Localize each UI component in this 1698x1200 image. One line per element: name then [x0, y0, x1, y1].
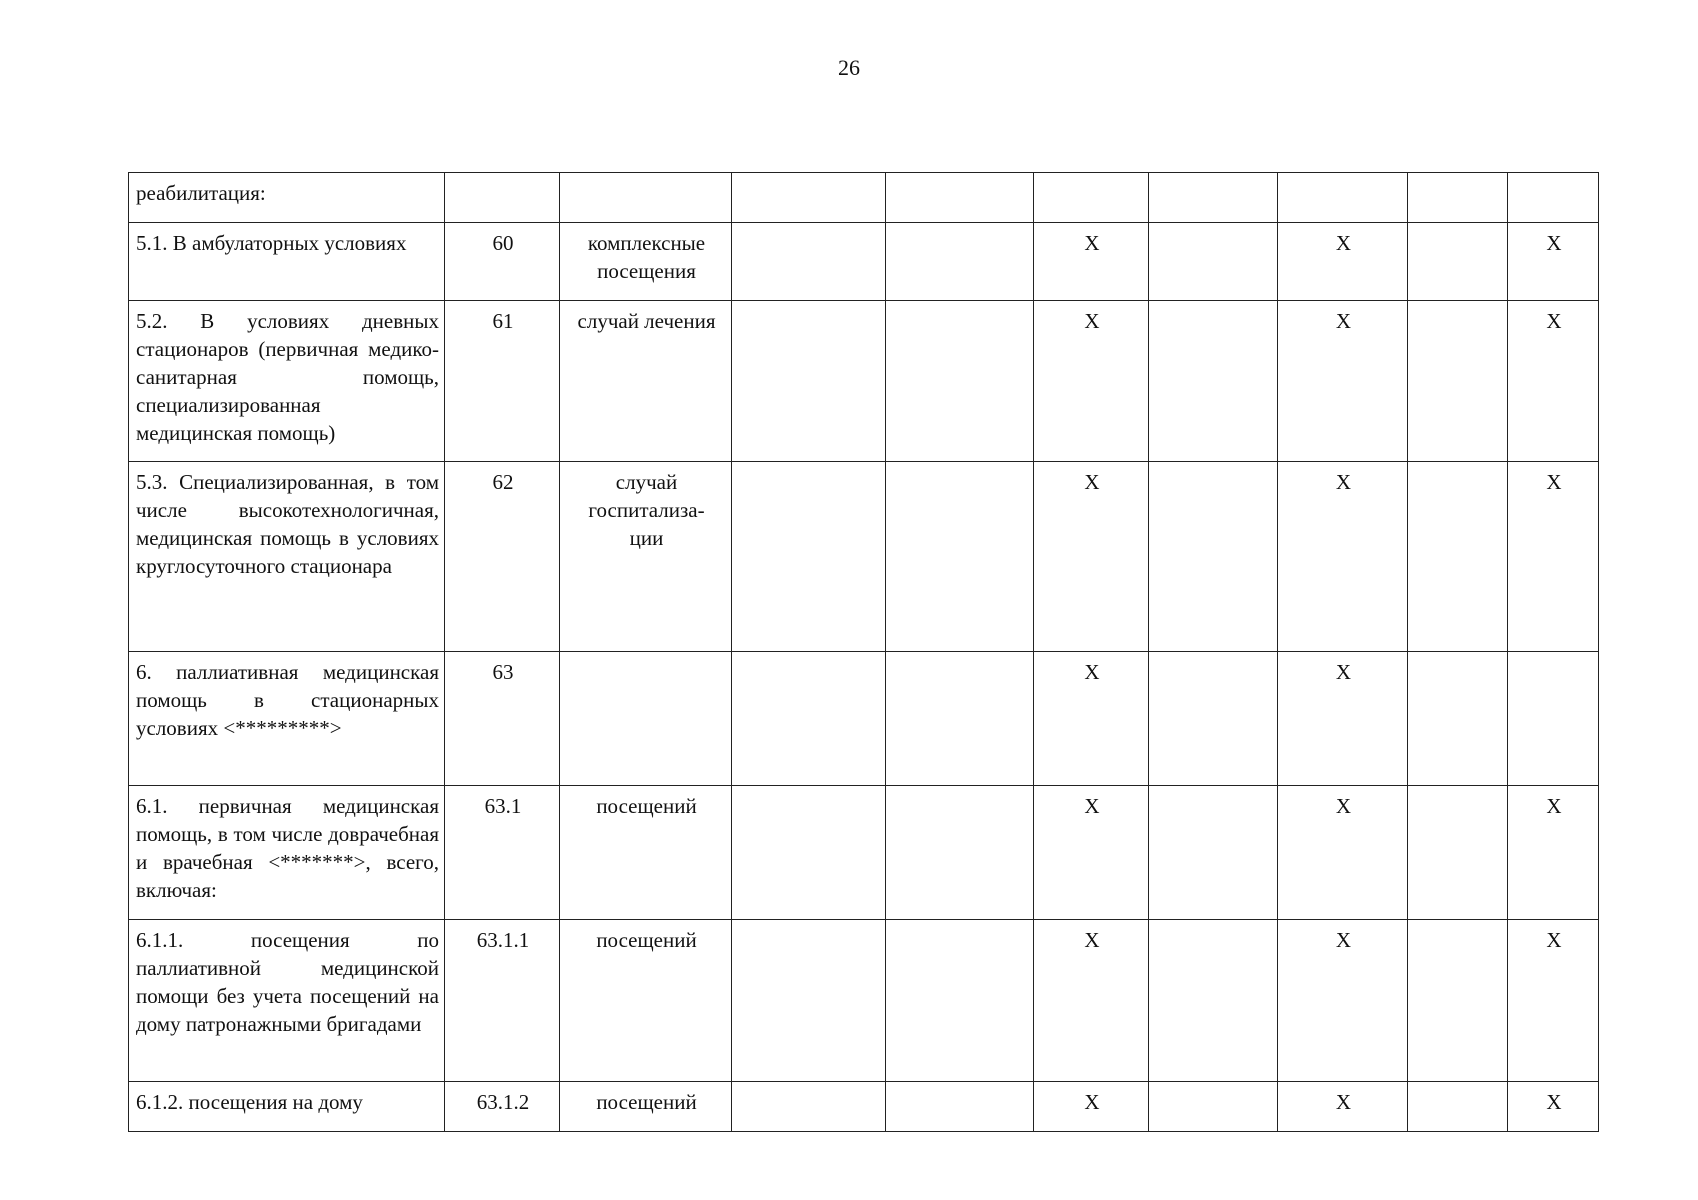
- row-unit-cell: [560, 652, 732, 786]
- row-code-cell: 63: [445, 652, 560, 786]
- row-cell: [886, 173, 1034, 223]
- row-cell: [886, 1082, 1034, 1132]
- row-code-cell: 61: [445, 301, 560, 462]
- row-name-cell: реабилитация:: [129, 173, 445, 223]
- row-cell: X: [1278, 786, 1408, 920]
- row-cell: X: [1508, 920, 1599, 1082]
- row-code-cell: [445, 173, 560, 223]
- row-code-cell: 63.1.1: [445, 920, 560, 1082]
- row-cell: [1149, 173, 1278, 223]
- row-cell: X: [1508, 462, 1599, 652]
- row-cell: X: [1034, 1082, 1149, 1132]
- row-unit-cell: посещений: [560, 786, 732, 920]
- row-cell: [1408, 173, 1508, 223]
- row-cell: [886, 920, 1034, 1082]
- row-cell: [1149, 223, 1278, 301]
- row-name-cell: 6.1.1. посещения по паллиативной медицинской помощи без учета посещений на дому патронажными бригадами: [129, 920, 445, 1082]
- row-code-cell: 63.1.2: [445, 1082, 560, 1132]
- row-unit-cell: комплексные посещения: [560, 223, 732, 301]
- row-code-cell: 60: [445, 223, 560, 301]
- table-row: [129, 1082, 1599, 1132]
- row-cell: [1278, 173, 1408, 223]
- row-cell: X: [1278, 920, 1408, 1082]
- row-unit-cell: посещений: [560, 1082, 732, 1132]
- row-cell: X: [1278, 223, 1408, 301]
- table-row: [129, 173, 1599, 223]
- row-cell: [1408, 920, 1508, 1082]
- row-cell: [1149, 920, 1278, 1082]
- table-row: [129, 223, 1599, 301]
- row-name-cell: 5.1. В амбулаторных условиях: [129, 223, 445, 301]
- row-cell: [1408, 301, 1508, 462]
- row-name-cell: 6.1.2. посещения на дому: [129, 1082, 445, 1132]
- row-cell: X: [1034, 652, 1149, 786]
- row-cell: [886, 786, 1034, 920]
- row-unit-cell: [560, 173, 732, 223]
- row-cell: X: [1508, 223, 1599, 301]
- row-unit-cell: случай госпитализа- ции: [560, 462, 732, 652]
- row-name-cell: 6.1. первичная медицинская помощь, в том числе доврачебная и врачебная <*******>, всего, включая:: [129, 786, 445, 920]
- row-cell: [1149, 786, 1278, 920]
- row-cell: [1408, 223, 1508, 301]
- data-table: [128, 172, 1599, 1132]
- row-cell: X: [1034, 301, 1149, 462]
- row-cell: [886, 462, 1034, 652]
- row-unit-cell: случай лечения: [560, 301, 732, 462]
- table-row: [129, 920, 1599, 1082]
- row-cell: X: [1034, 786, 1149, 920]
- row-cell: X: [1508, 1082, 1599, 1132]
- row-cell: [1408, 1082, 1508, 1132]
- row-cell: X: [1508, 786, 1599, 920]
- page-number: 26: [838, 55, 860, 80]
- table-row: [129, 786, 1599, 920]
- row-cell: [1149, 1082, 1278, 1132]
- row-code-cell: 62: [445, 462, 560, 652]
- row-cell: [886, 223, 1034, 301]
- row-cell: X: [1278, 462, 1408, 652]
- row-cell: [1508, 173, 1599, 223]
- row-cell: [732, 462, 886, 652]
- table-row: [129, 462, 1599, 652]
- row-cell: X: [1278, 652, 1408, 786]
- row-cell: [1508, 652, 1599, 786]
- row-cell: [1149, 301, 1278, 462]
- row-cell: [732, 223, 886, 301]
- row-cell: X: [1508, 301, 1599, 462]
- row-name-cell: 5.2. В условиях дневных стационаров (первичная медико-санитарная помощь, специализированная медицинская помощь): [129, 301, 445, 462]
- row-cell: X: [1034, 223, 1149, 301]
- row-cell: [1034, 173, 1149, 223]
- row-cell: [732, 301, 886, 462]
- row-cell: [732, 173, 886, 223]
- table-row: [129, 301, 1599, 462]
- row-cell: X: [1278, 1082, 1408, 1132]
- table-row: [129, 652, 1599, 786]
- row-unit-cell: посещений: [560, 920, 732, 1082]
- row-cell: X: [1034, 920, 1149, 1082]
- row-cell: [886, 652, 1034, 786]
- row-cell: [732, 786, 886, 920]
- row-cell: [1408, 786, 1508, 920]
- row-cell: [1408, 462, 1508, 652]
- row-cell: X: [1034, 462, 1149, 652]
- row-cell: [1149, 652, 1278, 786]
- row-cell: X: [1278, 301, 1408, 462]
- row-name-cell: 5.3. Специализированная, в том числе высокотехнологичная, медицинская помощь в условиях круглосуточного стационара: [129, 462, 445, 652]
- row-cell: [732, 1082, 886, 1132]
- row-cell: [1408, 652, 1508, 786]
- row-code-cell: 63.1: [445, 786, 560, 920]
- row-cell: [886, 301, 1034, 462]
- row-cell: [732, 652, 886, 786]
- row-cell: [1149, 462, 1278, 652]
- row-cell: [732, 920, 886, 1082]
- row-name-cell: 6. паллиативная медицинская помощь в стационарных условиях <*********>: [129, 652, 445, 786]
